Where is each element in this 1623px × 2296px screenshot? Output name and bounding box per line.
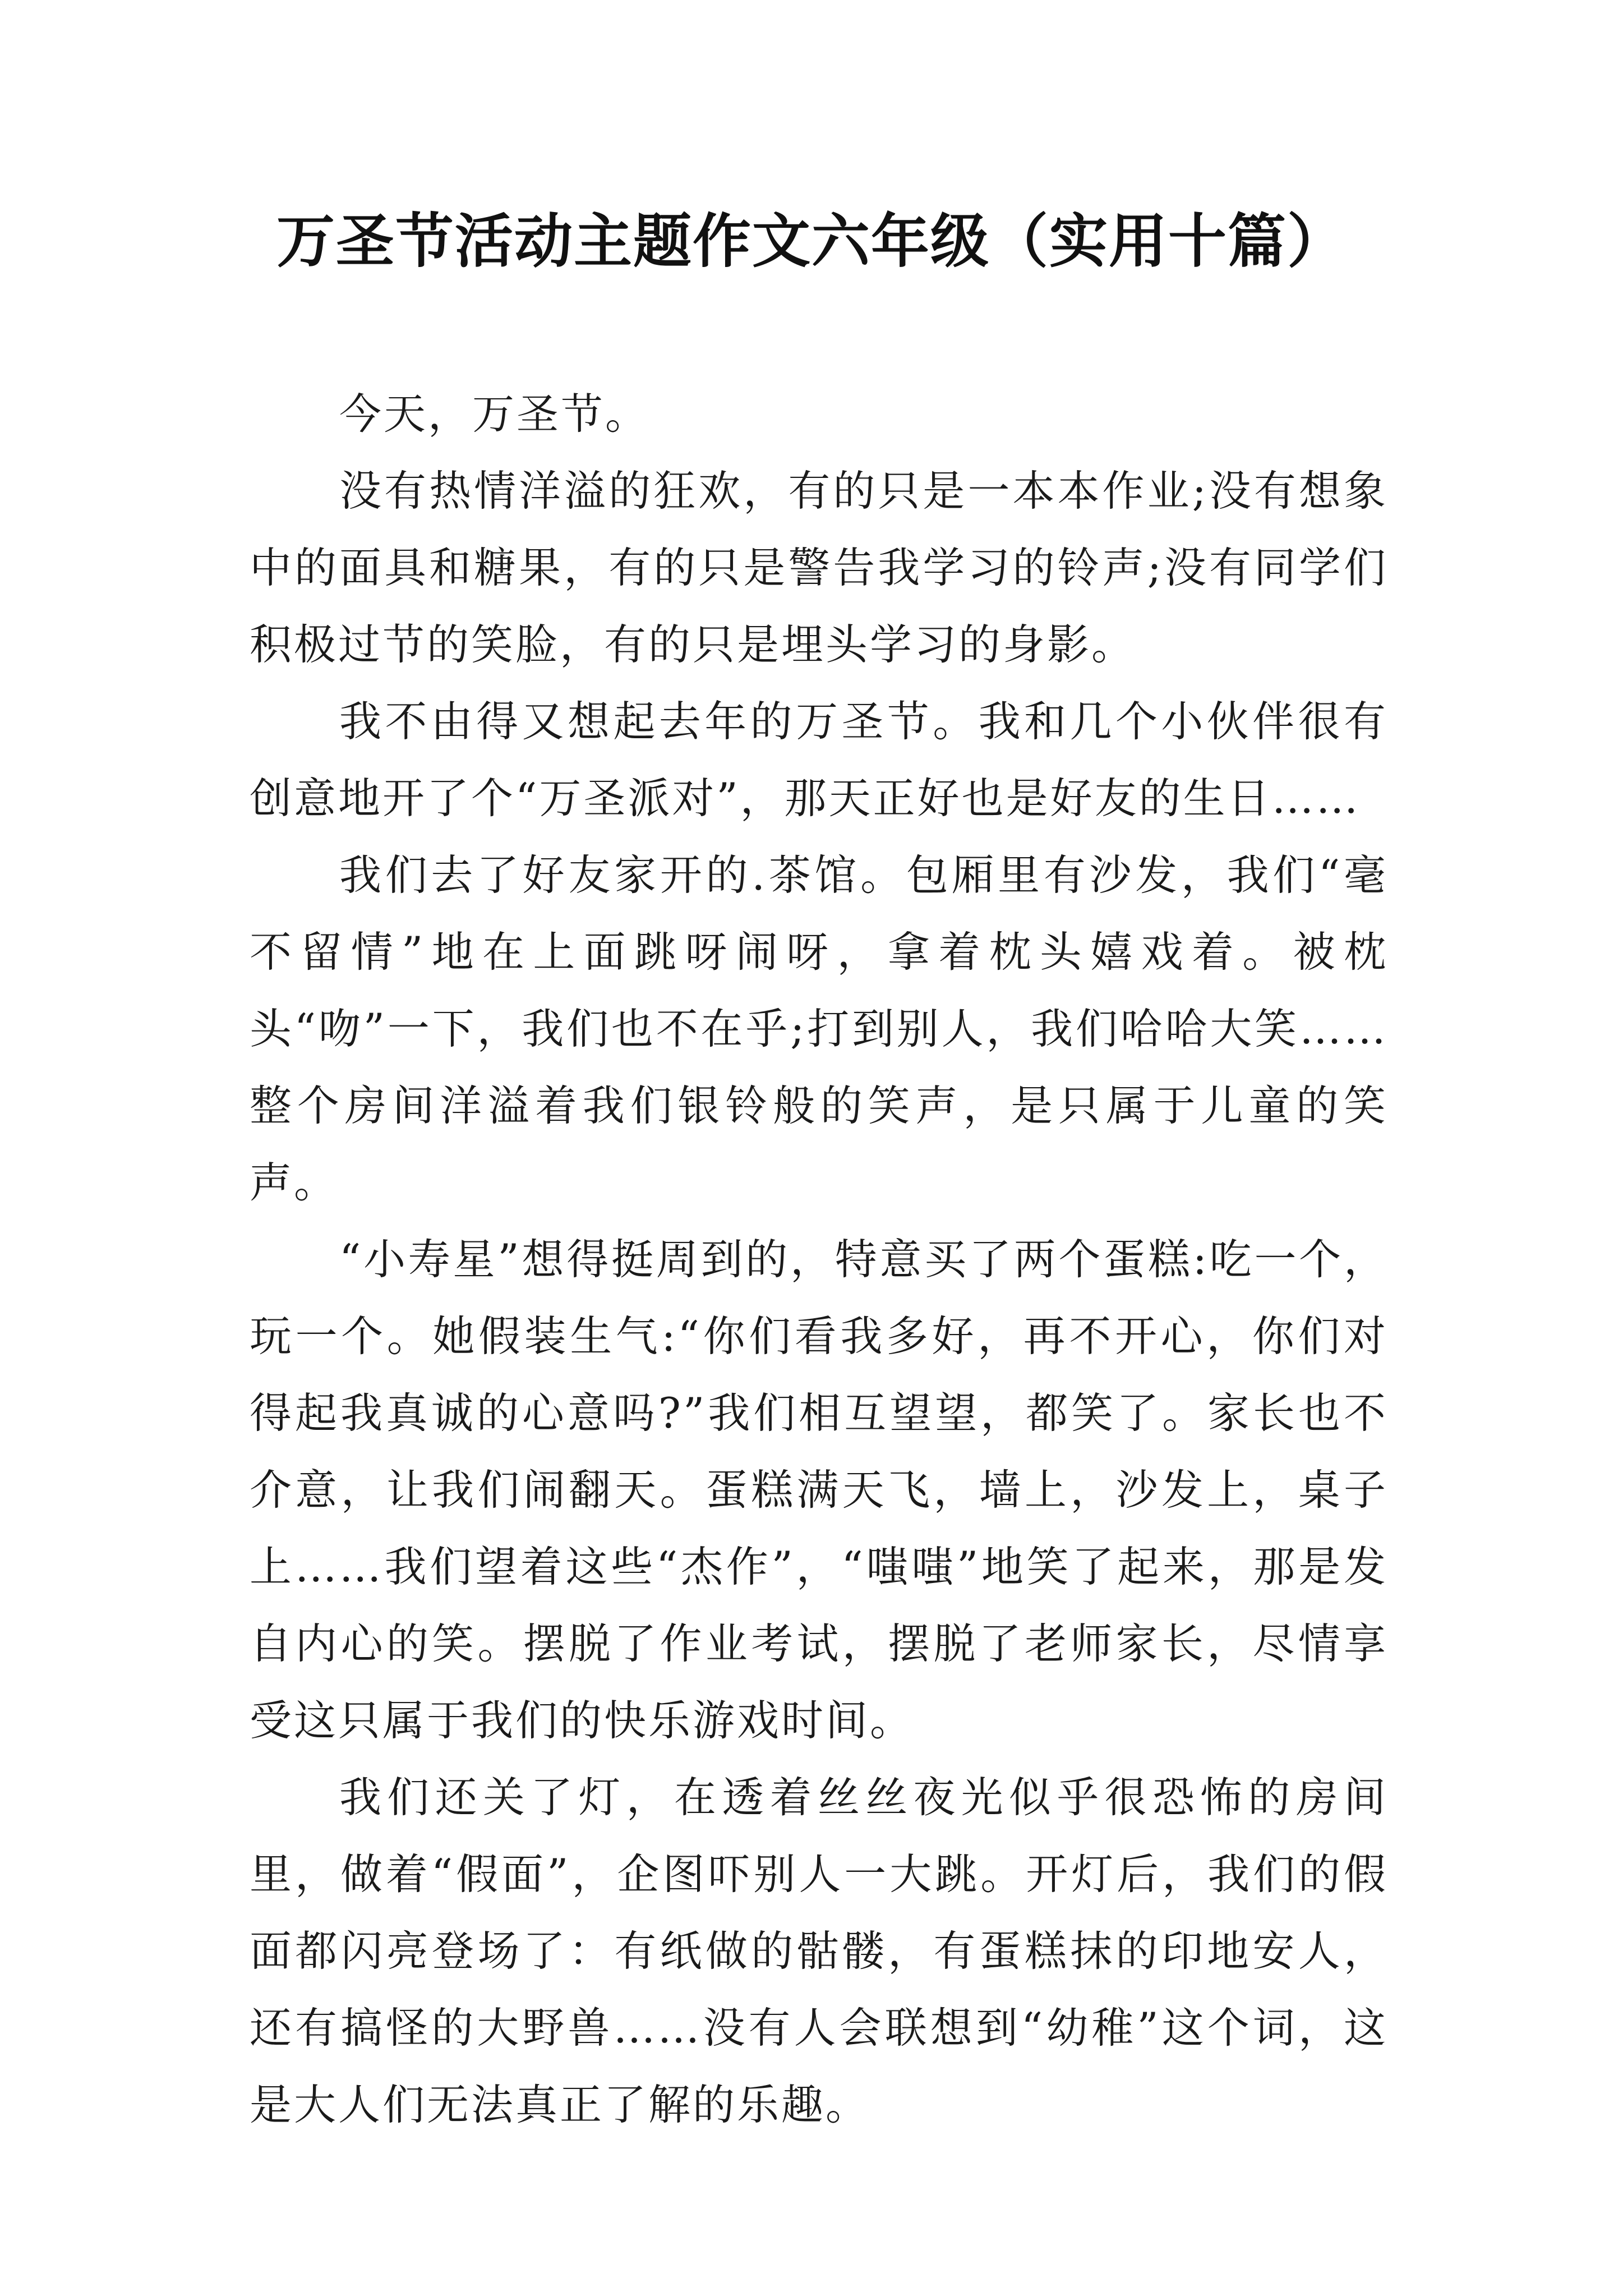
- paragraph: 今天，万圣节。: [339, 389, 650, 439]
- paragraph: “小寿星”想得挺周到的，特意买了两个蛋糕:吃一个，玩一个。她假装生气:“你们看我多好，再不开心，你们对得起我真诚的心意吗?”我们相互望望，都笑了。家长也不介意，让我们闹翻天。蛋糕满天飞，墙上，沙发上，桌子上……我们望着这些“杰作”，“嗤嗤”地笑了起来，那是发自内心的笑。摆脱了作业考试，摆脱了老师家长，尽情享受这只属于我们的快乐游戏时间。: [250, 1235, 1388, 1745]
- paragraph: 我不由得又想起去年的万圣节。我和几个小伙伴很有创意地开了个“万圣派对”，那天正好也是好友的生日……: [250, 697, 1388, 823]
- paragraph: 没有热情洋溢的狂欢，有的只是一本本作业;没有想象中的面具和糖果，有的只是警告我学习的铃声;没有同学们积极过节的笑脸，有的只是埋头学习的身影。: [250, 466, 1388, 669]
- paragraph: 我们还关了灯，在透着丝丝夜光似乎很恐怖的房间里，做着“假面”，企图吓别人一大跳。开灯后，我们的假面都闪亮登场了：有纸做的骷髅，有蛋糕抹的印地安人，还有搞怪的大野兽……没有人会联想到“幼稚”这个词，这是大人们无法真正了解的乐趣。: [250, 1773, 1388, 2129]
- document-body: [250, 376, 1388, 2143]
- paragraph: 我们去了好友家开的.茶馆。包厢里有沙发，我们“毫不留情”地在上面跳呀闹呀，拿着枕头嬉戏着。被枕头“吻”一下，我们也不在乎;打到别人，我们哈哈大笑……整个房间洋溢着我们银铃般的笑声，是只属于儿童的笑声。: [250, 850, 1388, 1207]
- document-title: 万圣节活动主题作文六年级（实用十篇）: [276, 206, 1347, 275]
